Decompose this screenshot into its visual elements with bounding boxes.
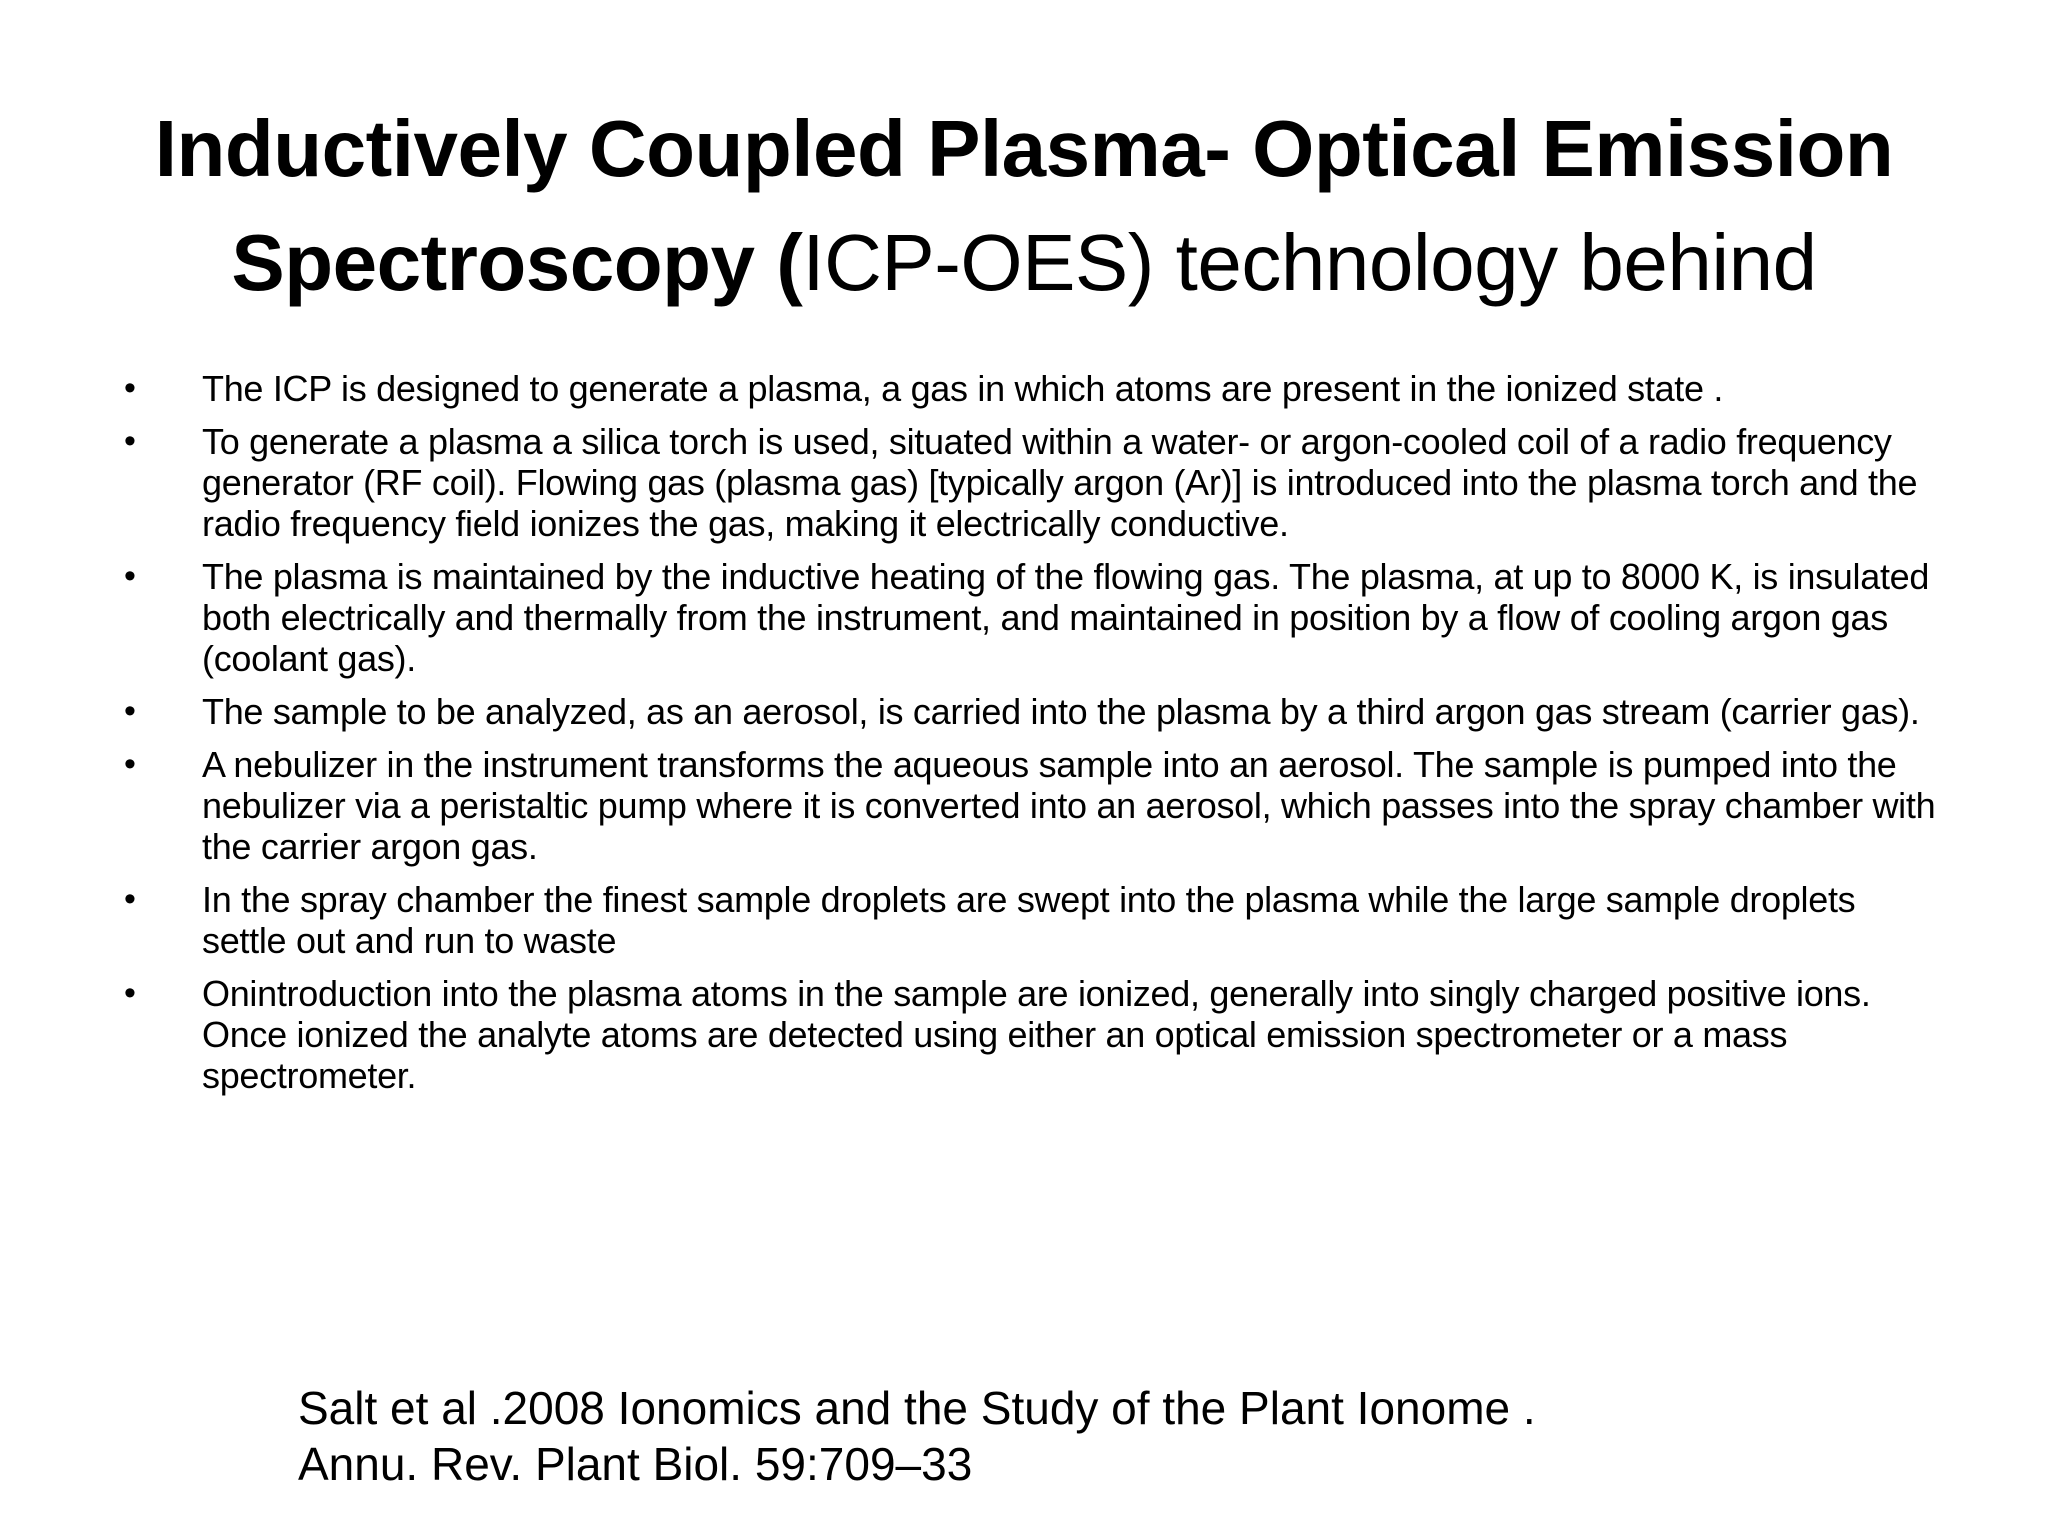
bullet-item [118,744,1948,867]
title-line-2 [100,206,1948,320]
citation [298,1380,1798,1492]
bullet-text: The sample to be analyzed, as an aerosol, is carried into the plasma by a third argon gas stream (carrier gas). [202,691,1920,732]
bullet-list [118,368,1948,1108]
title-line-2-normal-text: ICP-OES) technology behind [802,218,1817,307]
bullet-item [118,973,1948,1096]
bullet-dot: • [124,422,136,460]
bullet-text: The ICP is designed to generate a plasma, a gas in which atoms are present in the ionized state . [202,368,1724,409]
bullet-dot: • [124,369,136,407]
title-line-1-text: Inductively Coupled Plasma- Optical Emission [154,104,1894,193]
bullet-dot: • [124,557,136,595]
bullet-text: A nebulizer in the instrument transforms the aqueous sample into an aerosol. The sample is pumped into the nebulizer via a peristaltic pump where it is converted into an aerosol, which passes into the spray chamber with the carrier argon gas. [202,744,1936,867]
bullet-item [118,421,1948,544]
bullet-text: The plasma is maintained by the inductive heating of the flowing gas. The plasma, at up to 8000 K, is insulated both electrically and thermally from the instrument, and maintained in position by a flow of cooling argon gas (coolant gas). [202,556,1930,679]
bullet-item [118,691,1948,732]
bullet-dot: • [124,974,136,1012]
title-line-2-bold-text: Spectroscopy ( [231,218,803,307]
bullet-item [118,556,1948,679]
title-line-1 [100,92,1948,206]
slide-title [100,92,1948,320]
bullet-dot: • [124,745,136,783]
bullet-dot: • [124,880,136,918]
citation-line-1: Salt et al .2008 Ionomics and the Study of the Plant Ionome . [298,1382,1536,1434]
bullet-text: To generate a plasma a silica torch is used, situated within a water- or argon-cooled coil of a radio frequency generator (RF coil). Flowing gas (plasma gas) [typically argon (Ar)] is introduced into the plasma torch and the radio frequency field ionizes the gas, making it electrically conductive. [202,421,1918,544]
bullet-text: Onintroduction into the plasma atoms in the sample are ionized, generally into singly charged positive ions. Once ionized the analyte atoms are detected using either an optical emission spectrometer or a mass spectrometer. [202,973,1871,1096]
bullet-dot: • [124,692,136,730]
bullet-item [118,368,1948,409]
bullet-text: In the spray chamber the finest sample droplets are swept into the plasma while the large sample droplets settle out and run to waste [202,879,1856,961]
bullet-item [118,879,1948,961]
citation-line-2: Annu. Rev. Plant Biol. 59:709–33 [298,1438,973,1490]
